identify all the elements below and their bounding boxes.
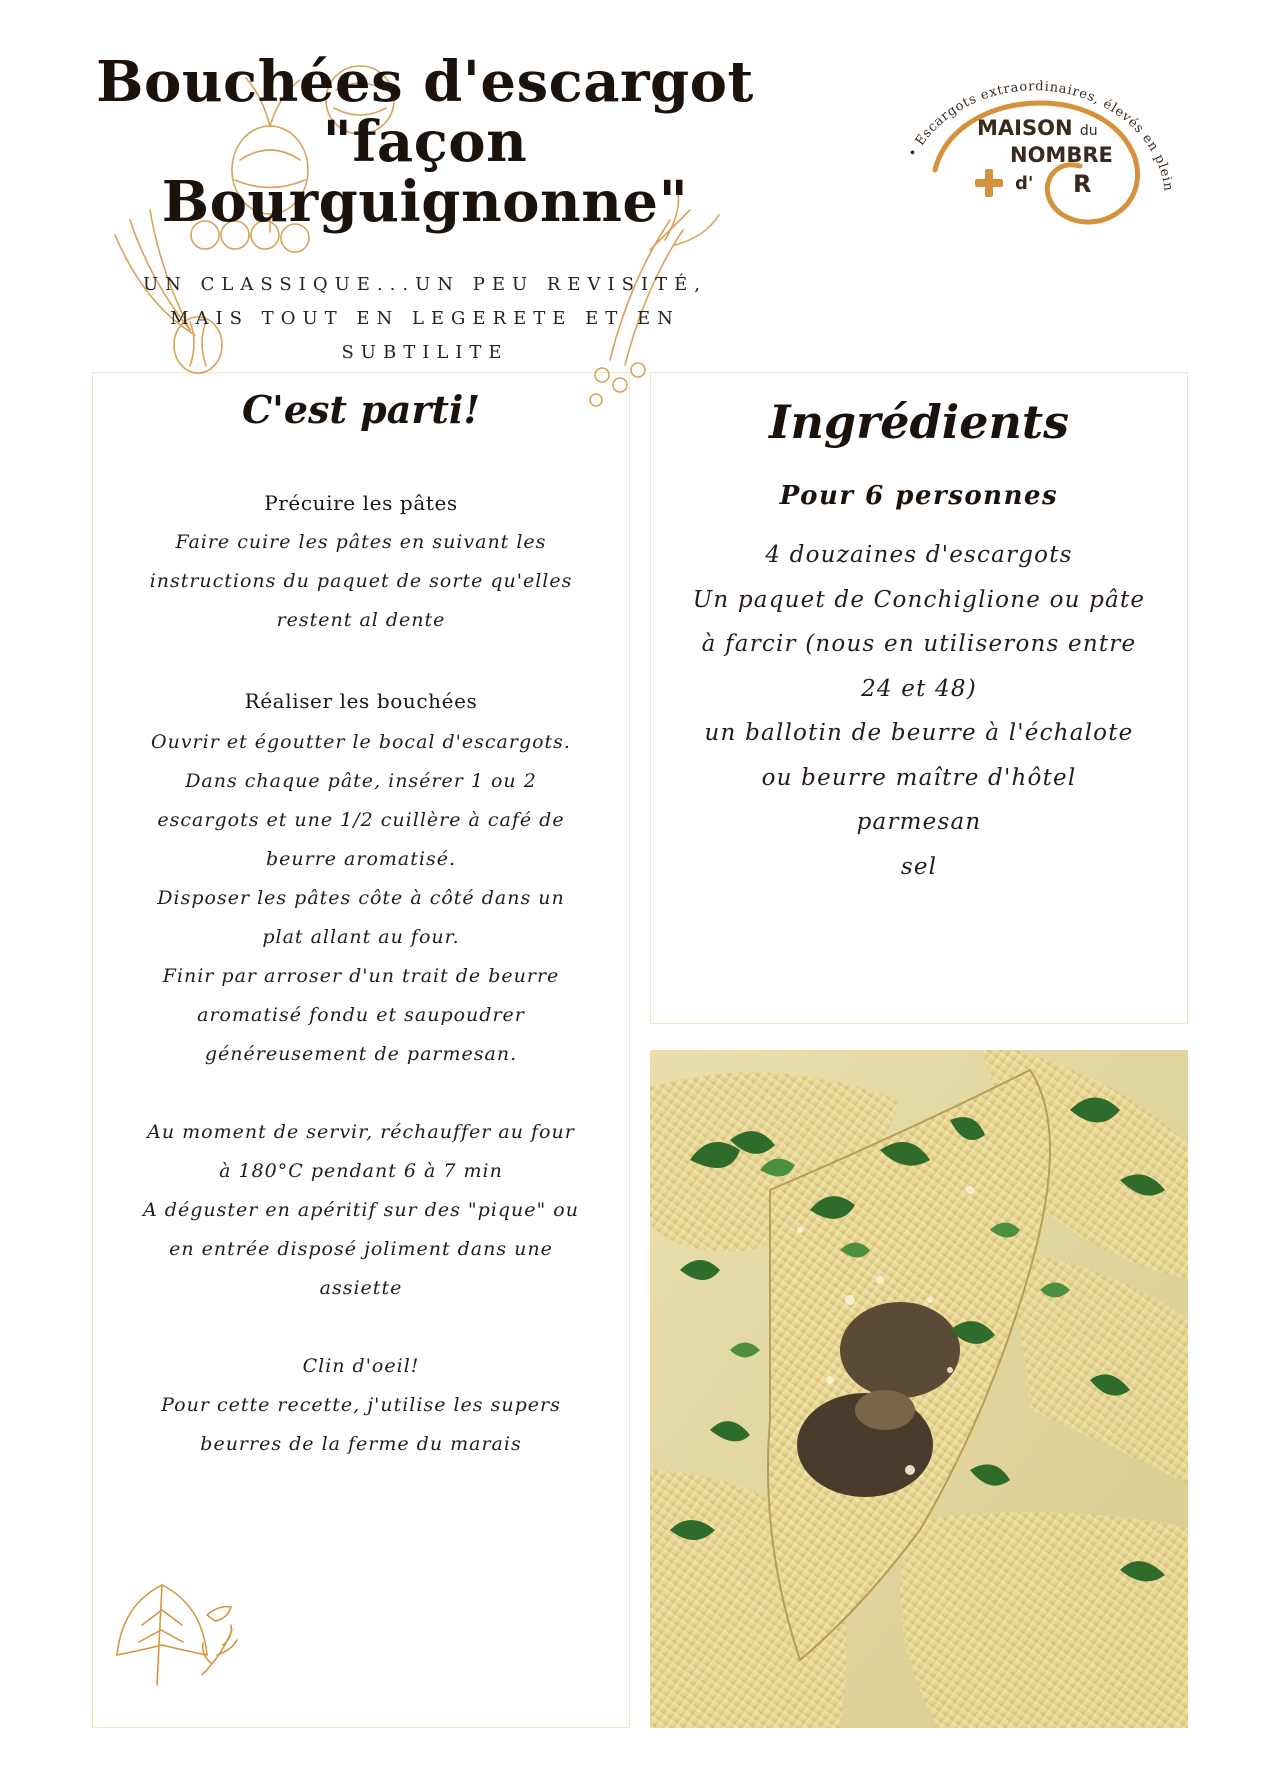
ingredients-title: Ingrédients: [768, 395, 1070, 449]
text-line: à 180°C pendant 6 à 7 min: [219, 1160, 503, 1182]
text-line: Disposer les pâtes côte à côté dans un: [157, 887, 565, 909]
step-heading-precook: Précuire les pâtes: [264, 491, 458, 515]
subtitle-line-3: SUBTILITE: [341, 342, 509, 363]
ingredient-line: ou beurre maître d'hôtel: [761, 764, 1077, 791]
text-line: escargots et une 1/2 cuillère à café de: [157, 809, 565, 831]
text-line: assiette: [319, 1277, 403, 1299]
subtitle-line-1: UN CLASSIQUE...UN PEU REVISITÉ,: [143, 274, 707, 295]
step-text-assemble: [123, 723, 599, 1464]
text-line: A déguster en apéritif sur des "pique" ou: [143, 1199, 579, 1221]
logo-d: d': [1015, 173, 1034, 194]
step-heading-assemble: Réaliser les bouchées: [244, 689, 478, 713]
text-line: généreusement de parmesan.: [204, 1043, 518, 1065]
subtitle-line-2: MAIS TOUT EN LEGERETE ET EN: [170, 308, 680, 329]
text-line: Dans chaque pâte, insérer 1 ou 2: [185, 770, 537, 792]
ingredient-line: sel: [900, 853, 938, 880]
steps-panel: [92, 372, 630, 1728]
text-line: Pour cette recette, j'utilise les supers: [161, 1394, 561, 1416]
ingredients-panel: [650, 372, 1188, 1024]
logo-maison: MAISON du: [977, 116, 1098, 140]
servings-label: Pour 6 personnes: [779, 481, 1059, 511]
text-line: plat allant au four.: [262, 926, 460, 948]
text-line: aromatisé fondu et saupoudrer: [197, 1004, 525, 1026]
title-line-1: Bouchées d'escargot: [96, 49, 754, 115]
text-line: Finir par arroser d'un trait de beurre: [162, 965, 560, 987]
ingredient-line: 24 et 48): [861, 675, 977, 702]
recipe-title: [60, 49, 790, 235]
text-line: beurres de la ferme du marais: [200, 1433, 522, 1455]
text-line: beurre aromatisé.: [265, 848, 457, 870]
step-text-precook: [123, 523, 599, 640]
text-line: Clin d'oeil!: [302, 1355, 420, 1377]
text-line: Ouvrir et égoutter le bocal d'escargots.: [151, 731, 571, 753]
title-line-2: "façon: [322, 109, 528, 175]
text-line: instructions du paquet de sorte qu'elles: [149, 570, 573, 592]
ingredient-line: 4 douzaines d'escargots: [765, 542, 1073, 568]
text-line: Au moment de servir, réchauffer au four: [147, 1121, 575, 1143]
logo-arc-text: • Escargots extraordinaires, élevés en plein: [905, 79, 1176, 193]
text-line: restent al dente: [276, 609, 446, 631]
text-line: en entrée disposé joliment dans une: [169, 1238, 553, 1260]
title-line-3: Bourguignonne": [161, 169, 689, 235]
ingredient-line: à farcir (nous en utiliserons entre: [701, 631, 1137, 657]
steps-title: C'est parti!: [241, 387, 481, 432]
logo-r: R: [1073, 170, 1092, 198]
brand-logo: [895, 48, 1195, 248]
ingredient-line: Un paquet de Conchiglione ou pâte: [692, 586, 1146, 613]
text-line: [123, 1074, 599, 1113]
recipe-subtitle: [110, 268, 740, 370]
ingredient-list: [691, 533, 1147, 889]
ingredient-line: parmesan: [856, 809, 982, 835]
logo-nombre: NOMBRE: [1010, 143, 1113, 167]
text-line: [123, 1308, 599, 1347]
ingredient-line: un ballotin de beurre à l'échalote: [704, 720, 1134, 746]
text-line: Faire cuire les pâtes en suivant les: [175, 531, 547, 553]
dish-photo: [650, 1050, 1188, 1728]
leaf-illustration: [107, 1565, 257, 1695]
